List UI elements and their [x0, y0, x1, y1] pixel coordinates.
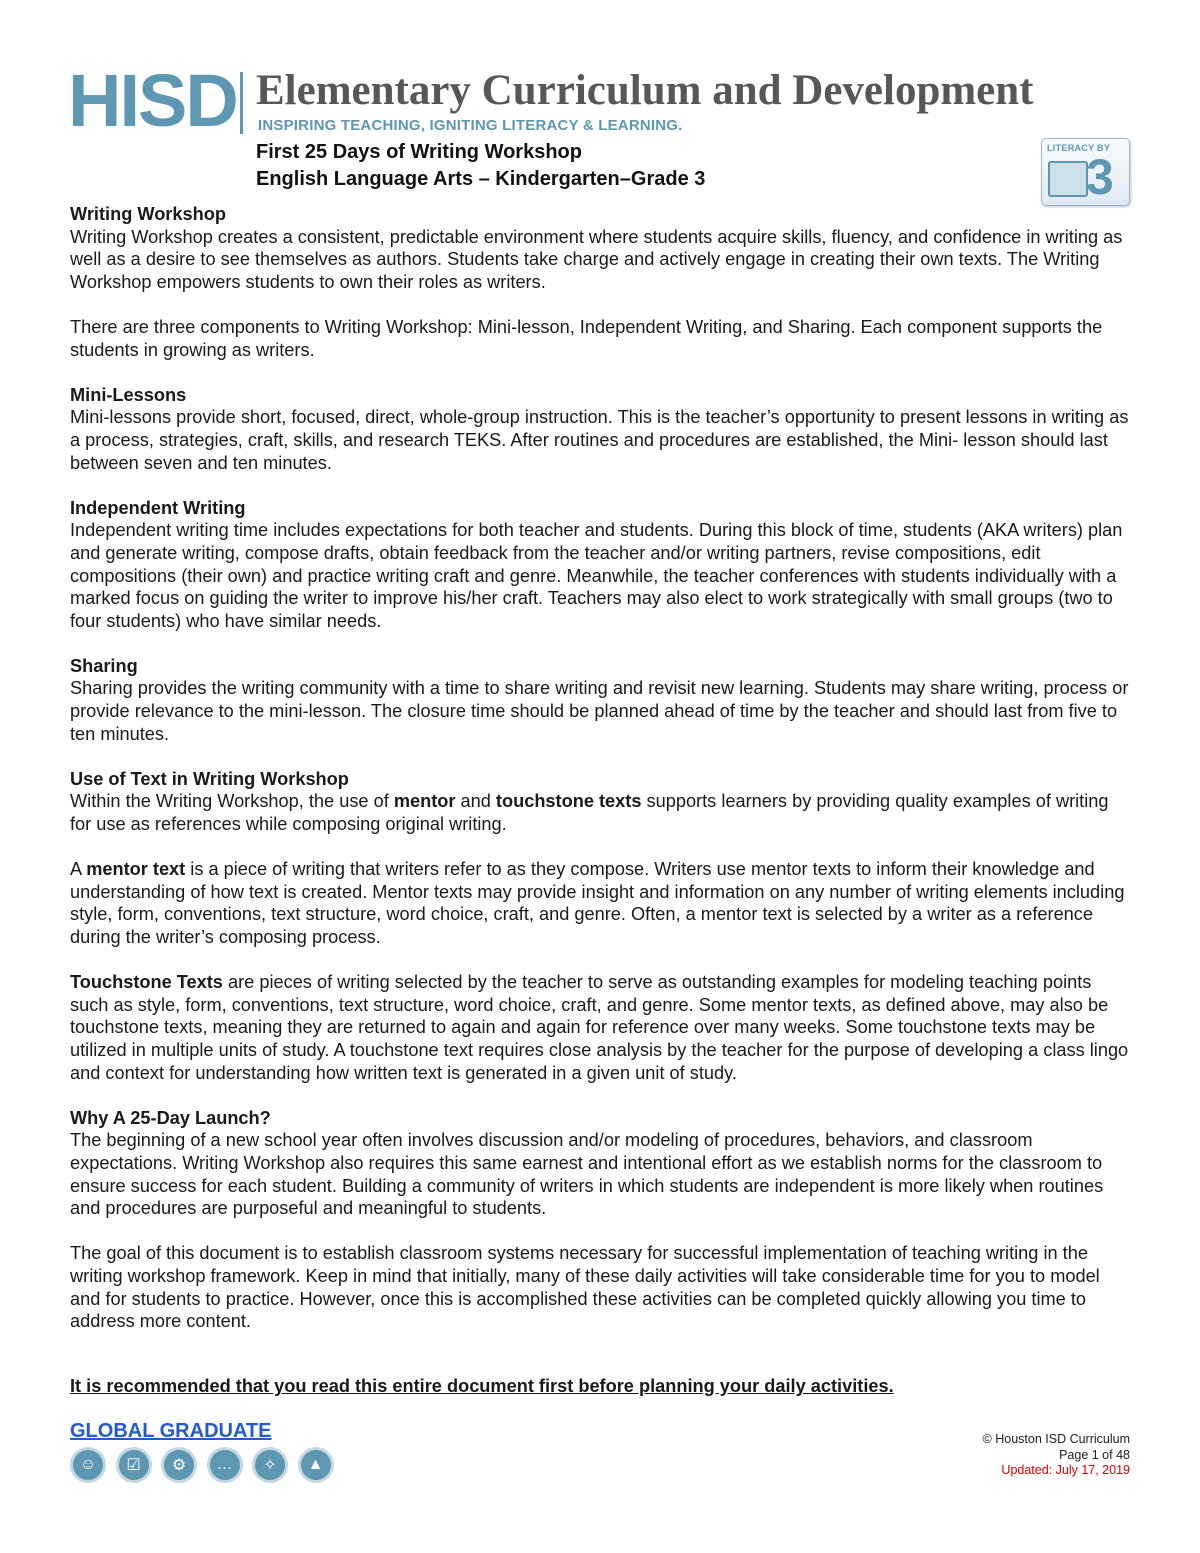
document-body: [70, 203, 1132, 1355]
graduation-cap-icon: ▲: [298, 1447, 334, 1483]
section-why-25-day: [70, 1107, 1132, 1220]
global-graduate-icons: [70, 1447, 334, 1483]
section-heading: Independent Writing: [70, 497, 246, 518]
bold-term: touchstone texts: [495, 791, 642, 812]
section-sharing: [70, 655, 1132, 745]
section-heading: Writing Workshop: [70, 204, 226, 224]
paragraph-text: is a piece of writing that writers refer to as they compose. Writers use mentor texts to inform their knowledge and understanding of how text is created. Mentor texts may provide insight and information on any number of writing elements including style, form, conventions, text structure, word choice, craft, and genre. Often, a mentor text is selected by a writer as a reference during the writer’s composing process.: [70, 859, 1125, 947]
department-tagline: INSPIRING TEACHING, IGNITING LITERACY & LEARNING.: [258, 117, 683, 134]
people-icon: ☺: [70, 1447, 106, 1483]
paragraph-touchstone-texts: [70, 971, 1132, 1084]
paragraph-text: A: [70, 859, 87, 880]
paragraph: Writing Workshop creates a consistent, predictable environment where students acquire skills, fluency, and confidence in writing as well as a desire to see themselves as authors. Students take charge and actively engage in creating their own texts. The Writing Workshop empowers students to own their roles as writers.: [70, 226, 1123, 292]
section-heading: Mini-Lessons: [70, 384, 187, 405]
paragraph-text: are pieces of writing selected by the teacher to serve as outstanding examples for modeling teaching points such as style, form, conventions, text structure, word choice, craft, and genre. Some mentor texts, as defined above, may also be touchstone texts, meaning they are returned to again and again for reference over many weeks. Some touchstone texts may be utilized in multiple units of study. A touchstone text requires close analysis by the teacher for the purpose of developing a class lingo and context for understanding how written text is generated in a given unit of study.: [70, 972, 1129, 1083]
paragraph: Mini-lessons provide short, focused, direct, whole-group instruction. This is the teacher’s opportunity to present lessons in writing as a process, strategies, craft, skills, and research TEKS. After routines and procedures are established, the Mini- lesson should last between seven and ten minutes.: [70, 407, 1129, 473]
document-subtitle: English Language Arts – Kindergarten–Grade 3: [256, 168, 706, 190]
book-icon: [1048, 161, 1088, 197]
gears-icon: ⚙: [161, 1447, 197, 1483]
speech-bubble-icon: …: [207, 1447, 243, 1483]
bold-term: mentor text: [86, 859, 186, 880]
section-mini-lessons: [70, 384, 1132, 474]
paragraph-text: and: [455, 791, 496, 812]
document-title-block: [256, 139, 705, 193]
section-writing-workshop: [70, 203, 1132, 293]
recommendation-note: It is recommended that you read this entire document first before planning your daily activities.: [70, 1376, 894, 1396]
page-footer-info: [983, 1432, 1130, 1479]
department-title: Elementary Curriculum and Development: [256, 67, 1034, 114]
paragraph: The beginning of a new school year often involves discussion and/or modeling of procedures, behaviors, and classroom expectations. Writing Workshop also requires this same earnest and intentional effort as we establish norms for the classroom to ensure success for each student. Building a community of writers in which students are independent is more likely when routines and procedures are purposeful and meaningful to students.: [70, 1130, 1104, 1219]
bold-term: mentor: [393, 791, 456, 812]
literacy-by-3-logo: [1041, 138, 1130, 206]
section-heading: Use of Text in Writing Workshop: [70, 768, 349, 789]
paragraph-text: Within the Writing Workshop, the use of: [70, 791, 394, 812]
copyright: © Houston ISD Curriculum: [982, 1432, 1130, 1446]
global-graduate-link[interactable]: GLOBAL GRADUATE: [70, 1420, 272, 1442]
section-heading: Sharing: [70, 655, 138, 676]
logo-divider: [240, 72, 243, 134]
paragraph-text: supports learners by providing quality examples of writing for use as references while composing original writing.: [70, 791, 1109, 835]
literacy-by-3-number: 3: [1086, 149, 1114, 205]
bold-term: Touchstone Texts: [70, 972, 223, 993]
paragraph: Sharing provides the writing community with a time to share writing and revisit new learning. Students may share writing, process or provide relevance to the mini-lesson. The closure time should be planned ahead of time by the teacher and should last from five to ten minutes.: [70, 678, 1129, 744]
hisd-logo: HISD: [68, 59, 237, 142]
paragraph-mentor-text: [70, 858, 1132, 948]
paragraph: There are three components to Writing Workshop: Mini-lesson, Independent Writing, and Sharing. Each component supports the students in growing as writers.: [70, 316, 1103, 360]
paragraph: Independent writing time includes expectations for both teacher and students. During this block of time, students (AKA writers) plan and generate writing, compose drafts, obtain feedback from the teacher and/or writing partners, revise compositions, edit compositions (their own) and practice writing craft and genre. Meanwhile, the teacher conferences with students individually with a marked focus on guiding the writer to improve his/her craft. Teachers may also elect to work strategically with small groups (two to four students) who have similar needs.: [70, 520, 1123, 631]
checklist-icon: ☑: [116, 1447, 152, 1483]
section-use-of-text: [70, 768, 1132, 836]
document-title: First 25 Days of Writing Workshop: [256, 141, 582, 163]
literacy-by-3-label: LITERACY BY: [1047, 143, 1111, 153]
lightbulb-icon: ✧: [252, 1447, 288, 1483]
paragraph: The goal of this document is to establish classroom systems necessary for successful implementation of teaching writing in the writing workshop framework. Keep in mind that initially, many of these daily activities will take considerable time for you to model and for students to practice. However, once this is accomplished these activities can be completed quickly allowing you time to address more content.: [70, 1243, 1100, 1332]
section-heading: Why A 25-Day Launch?: [70, 1107, 271, 1128]
updated-date: Updated: July 17, 2019: [1001, 1463, 1130, 1477]
section-independent-writing: [70, 497, 1132, 633]
page-number: Page 1 of 48: [1059, 1447, 1130, 1462]
